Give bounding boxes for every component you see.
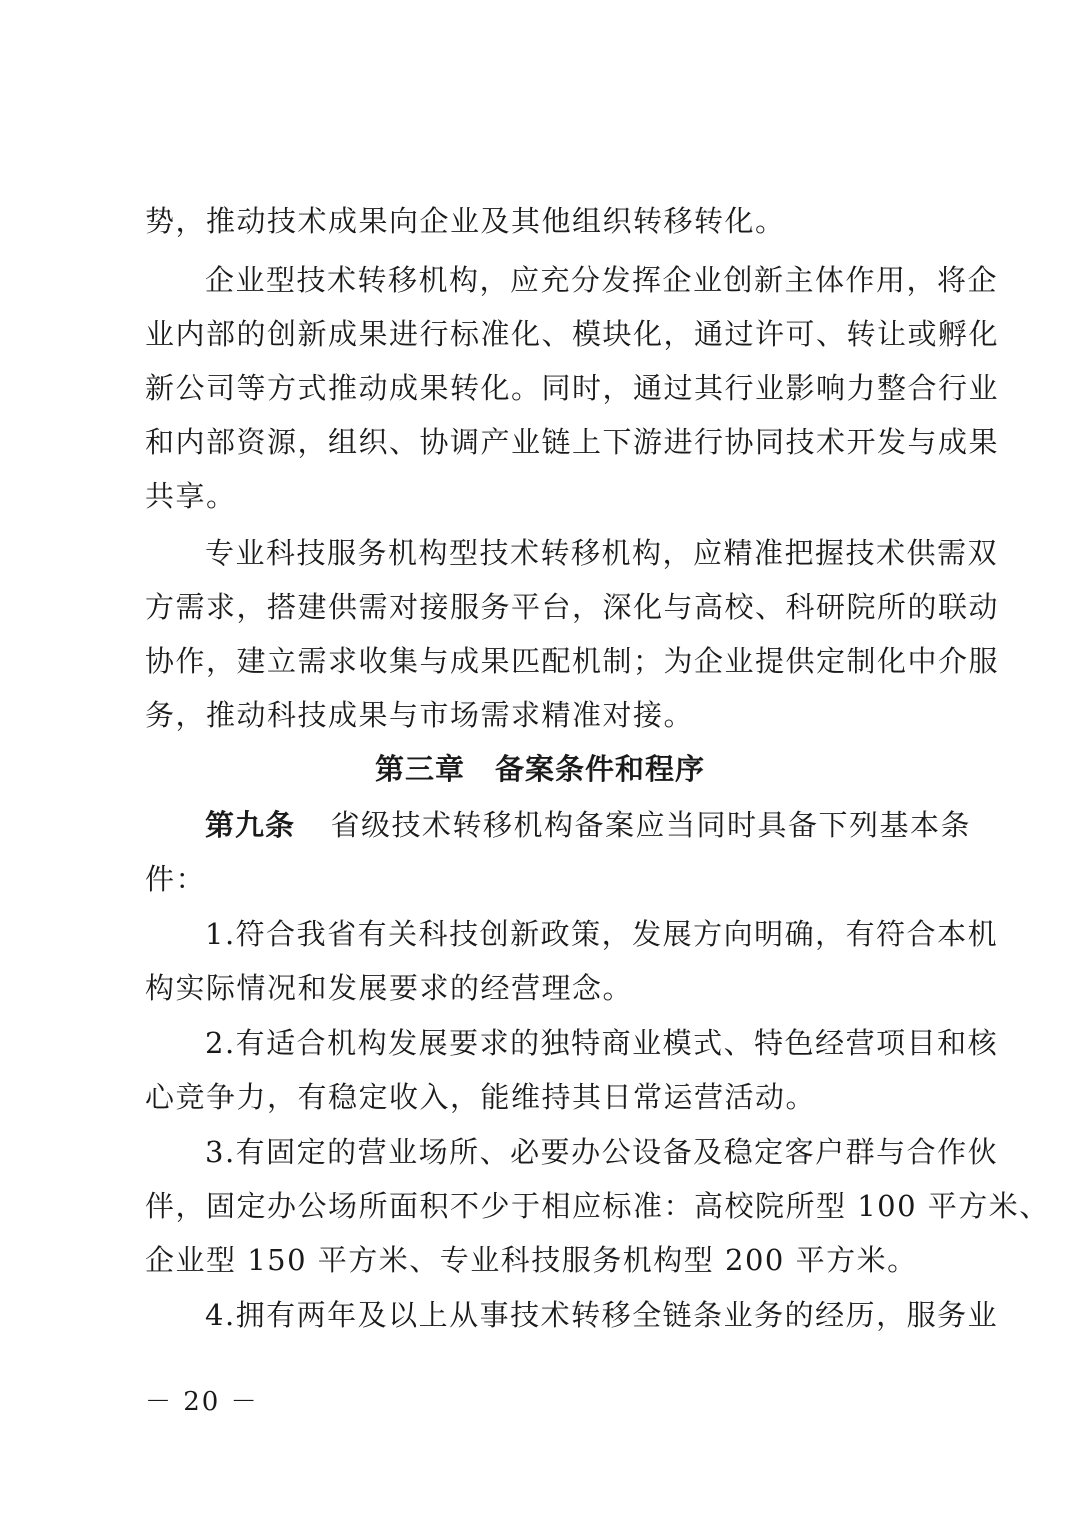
list-item: 企业型 150 平方米、专业科技服务机构型 200 平方米。 xyxy=(145,1243,918,1277)
list-item: 2.有适合机构发展要求的独特商业模式、特色经营项目和核 xyxy=(205,1026,999,1060)
list-item: 1.符合我省有关科技创新政策，发展方向明确，有符合本机 xyxy=(205,917,999,951)
body-line: 共享。 xyxy=(145,479,237,513)
page-number: － 20 － xyxy=(145,1387,259,1417)
list-item: 4.拥有两年及以上从事技术转移全链条业务的经历，服务业 xyxy=(205,1298,999,1332)
list-item: 构实际情况和发展要求的经营理念。 xyxy=(145,971,634,1005)
body-line: 协作，建立需求收集与成果匹配机制；为企业提供定制化中介服 xyxy=(145,644,1000,678)
body-line: 和内部资源，组织、协调产业链上下游进行协同技术开发与成果 xyxy=(145,425,1000,459)
chapter-title: 第三章 备案条件和程序 xyxy=(374,752,705,786)
article-line xyxy=(205,805,971,845)
article-text: 省级技术转移机构备案应当同时具备下列基本条 xyxy=(330,808,971,842)
body-line: 专业科技服务机构型技术转移机构，应精准把握技术供需双 xyxy=(205,536,999,570)
body-line: 新公司等方式推动成果转化。同时，通过其行业影响力整合行业 xyxy=(145,371,1000,405)
list-item: 心竞争力，有稳定收入，能维持其日常运营活动。 xyxy=(145,1080,817,1114)
body-line: 势，推动技术成果向企业及其他组织转移转化。 xyxy=(145,204,786,238)
body-line: 企业型技术转移机构，应充分发挥企业创新主体作用，将企 xyxy=(205,263,999,297)
body-line: 方需求，搭建供需对接服务平台，深化与高校、科研院所的联动 xyxy=(145,590,1000,624)
article-line: 件： xyxy=(145,862,207,896)
body-line: 业内部的创新成果进行标准化、模块化，通过许可、转让或孵化 xyxy=(145,317,1000,351)
body-line: 务，推动科技成果与市场需求精准对接。 xyxy=(145,698,695,732)
list-item: 伴，固定办公场所面积不少于相应标准：高校院所型 100 平方米、 xyxy=(145,1189,1050,1223)
list-item: 3.有固定的营业场所、必要办公设备及稳定客户群与合作伙 xyxy=(205,1135,999,1169)
article-label: 第九条 xyxy=(205,808,296,842)
